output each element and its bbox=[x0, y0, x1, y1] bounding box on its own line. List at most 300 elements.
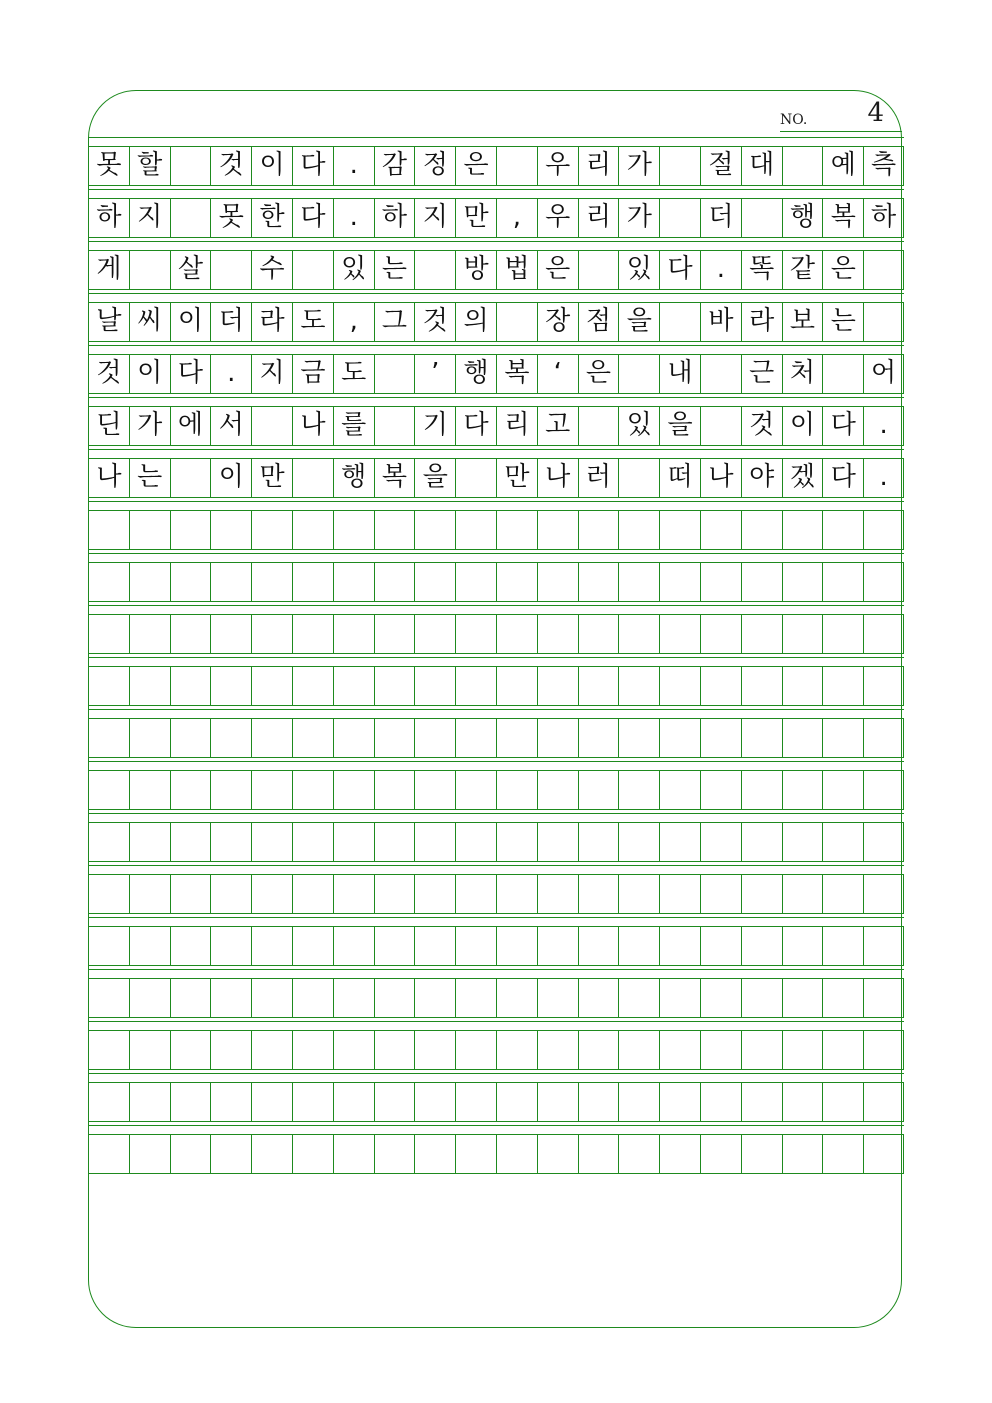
manuscript-cell bbox=[659, 510, 700, 549]
grid-line bbox=[88, 865, 904, 866]
manuscript-cell bbox=[210, 770, 251, 809]
manuscript-cell bbox=[251, 926, 292, 965]
manuscript-cell: 이 bbox=[129, 354, 170, 393]
manuscript-cell bbox=[129, 822, 170, 861]
manuscript-cell: 은 bbox=[537, 250, 578, 289]
manuscript-cell bbox=[129, 926, 170, 965]
manuscript-row bbox=[88, 241, 904, 293]
manuscript-cell bbox=[210, 510, 251, 549]
manuscript-cell: 는 bbox=[374, 250, 415, 289]
manuscript-cell bbox=[782, 1134, 823, 1173]
manuscript-cell bbox=[700, 1082, 741, 1121]
manuscript-row bbox=[88, 709, 904, 761]
manuscript-cell bbox=[170, 926, 211, 965]
manuscript-cell bbox=[782, 926, 823, 965]
manuscript-cell bbox=[170, 874, 211, 913]
manuscript-cell bbox=[822, 770, 863, 809]
manuscript-cell: 행 bbox=[333, 458, 374, 497]
manuscript-cell: 하 bbox=[863, 198, 904, 237]
manuscript-cell: 예 bbox=[822, 146, 863, 185]
manuscript-cell: 우 bbox=[537, 198, 578, 237]
manuscript-cell bbox=[251, 822, 292, 861]
manuscript-cell bbox=[292, 770, 333, 809]
manuscript-cell bbox=[618, 666, 659, 705]
manuscript-cell bbox=[88, 770, 129, 809]
manuscript-cell bbox=[782, 822, 823, 861]
manuscript-row bbox=[88, 969, 904, 1021]
manuscript-cell bbox=[129, 666, 170, 705]
manuscript-cell bbox=[333, 978, 374, 1017]
manuscript-cell bbox=[618, 614, 659, 653]
manuscript-cell: 한 bbox=[251, 198, 292, 237]
manuscript-cell bbox=[537, 770, 578, 809]
grid-line bbox=[88, 605, 904, 606]
manuscript-cell: 나 bbox=[88, 458, 129, 497]
manuscript-cell bbox=[700, 874, 741, 913]
manuscript-cell bbox=[578, 250, 619, 289]
manuscript-cell: . bbox=[333, 146, 374, 185]
manuscript-cell bbox=[251, 510, 292, 549]
manuscript-cell bbox=[822, 354, 863, 393]
manuscript-cell: 복 bbox=[822, 198, 863, 237]
manuscript-cell: 을 bbox=[414, 458, 455, 497]
manuscript-cell: 다 bbox=[455, 406, 496, 445]
manuscript-cell bbox=[863, 1082, 904, 1121]
manuscript-cell bbox=[496, 926, 537, 965]
manuscript-cell bbox=[88, 718, 129, 757]
manuscript-row bbox=[88, 1021, 904, 1073]
grid-line bbox=[88, 501, 904, 502]
manuscript-cell bbox=[374, 1082, 415, 1121]
grid-line bbox=[88, 917, 904, 918]
manuscript-cell: ‘ bbox=[537, 354, 578, 393]
manuscript-cell bbox=[88, 874, 129, 913]
manuscript-cell bbox=[741, 978, 782, 1017]
manuscript-cell bbox=[863, 1134, 904, 1173]
manuscript-cell bbox=[455, 666, 496, 705]
manuscript-cell bbox=[251, 1030, 292, 1069]
manuscript-cell bbox=[455, 458, 496, 497]
manuscript-cell bbox=[618, 874, 659, 913]
manuscript-cell bbox=[333, 614, 374, 653]
manuscript-cell bbox=[88, 978, 129, 1017]
manuscript-cell bbox=[210, 718, 251, 757]
manuscript-cell: 더 bbox=[210, 302, 251, 341]
manuscript-cell bbox=[333, 822, 374, 861]
manuscript-cell bbox=[455, 614, 496, 653]
manuscript-cell bbox=[292, 978, 333, 1017]
manuscript-cell bbox=[537, 874, 578, 913]
manuscript-cell bbox=[496, 510, 537, 549]
manuscript-row bbox=[88, 657, 904, 709]
manuscript-cell bbox=[700, 978, 741, 1017]
manuscript-cell bbox=[782, 978, 823, 1017]
grid-line bbox=[88, 705, 904, 706]
manuscript-cell: 보 bbox=[782, 302, 823, 341]
manuscript-cell: 은 bbox=[578, 354, 619, 393]
grid-line bbox=[88, 549, 904, 550]
manuscript-cell bbox=[129, 874, 170, 913]
manuscript-cell bbox=[659, 1082, 700, 1121]
manuscript-cell: 그 bbox=[374, 302, 415, 341]
manuscript-cell: , bbox=[333, 302, 374, 341]
manuscript-cell: 나 bbox=[537, 458, 578, 497]
grid-line bbox=[88, 445, 904, 446]
manuscript-cell bbox=[292, 926, 333, 965]
manuscript-cell: 다 bbox=[822, 458, 863, 497]
manuscript-cell bbox=[822, 1134, 863, 1173]
manuscript-cell bbox=[782, 614, 823, 653]
manuscript-cell: 는 bbox=[129, 458, 170, 497]
manuscript-cell: 고 bbox=[537, 406, 578, 445]
manuscript-cell bbox=[822, 666, 863, 705]
manuscript-cell bbox=[170, 1082, 211, 1121]
manuscript-cell: 것 bbox=[210, 146, 251, 185]
manuscript-cell bbox=[292, 874, 333, 913]
manuscript-cell bbox=[292, 562, 333, 601]
manuscript-cell bbox=[333, 1082, 374, 1121]
manuscript-cell bbox=[374, 562, 415, 601]
manuscript-cell bbox=[251, 1134, 292, 1173]
manuscript-cell: 의 bbox=[455, 302, 496, 341]
manuscript-cell bbox=[578, 770, 619, 809]
grid-line bbox=[88, 137, 904, 138]
manuscript-cell: 러 bbox=[578, 458, 619, 497]
manuscript-cell bbox=[863, 874, 904, 913]
manuscript-cell: 복 bbox=[374, 458, 415, 497]
manuscript-cell bbox=[618, 458, 659, 497]
manuscript-cell bbox=[782, 874, 823, 913]
manuscript-cell bbox=[251, 406, 292, 445]
manuscript-cell: 행 bbox=[455, 354, 496, 393]
grid-line bbox=[88, 809, 904, 810]
manuscript-cell bbox=[210, 1082, 251, 1121]
manuscript-cell bbox=[210, 822, 251, 861]
manuscript-row bbox=[88, 397, 904, 449]
manuscript-cell bbox=[578, 510, 619, 549]
manuscript-cell bbox=[822, 718, 863, 757]
manuscript-cell bbox=[88, 562, 129, 601]
manuscript-cell: 이 bbox=[210, 458, 251, 497]
manuscript-cell: 서 bbox=[210, 406, 251, 445]
manuscript-cell bbox=[455, 874, 496, 913]
manuscript-cell bbox=[333, 718, 374, 757]
manuscript-cell bbox=[414, 978, 455, 1017]
manuscript-cell bbox=[578, 874, 619, 913]
manuscript-row bbox=[88, 501, 904, 553]
manuscript-cell bbox=[700, 406, 741, 445]
manuscript-row bbox=[88, 449, 904, 501]
manuscript-cell bbox=[741, 614, 782, 653]
manuscript-cell bbox=[88, 510, 129, 549]
manuscript-row bbox=[88, 813, 904, 865]
manuscript-cell bbox=[700, 614, 741, 653]
manuscript-cell bbox=[333, 926, 374, 965]
manuscript-cell bbox=[659, 926, 700, 965]
manuscript-cell: 대 bbox=[741, 146, 782, 185]
manuscript-cell bbox=[700, 354, 741, 393]
manuscript-cell bbox=[618, 1082, 659, 1121]
manuscript-cell bbox=[292, 1030, 333, 1069]
manuscript-cell bbox=[741, 510, 782, 549]
manuscript-cell: 있 bbox=[333, 250, 374, 289]
manuscript-cell bbox=[659, 614, 700, 653]
manuscript-cell bbox=[822, 1030, 863, 1069]
manuscript-row bbox=[88, 1073, 904, 1125]
manuscript-cell bbox=[292, 1082, 333, 1121]
manuscript-cell bbox=[496, 1082, 537, 1121]
grid-line bbox=[88, 965, 904, 966]
grid-line bbox=[88, 1017, 904, 1018]
manuscript-cell bbox=[374, 354, 415, 393]
manuscript-cell: 날 bbox=[88, 302, 129, 341]
manuscript-cell: 기 bbox=[414, 406, 455, 445]
manuscript-cell bbox=[129, 770, 170, 809]
manuscript-cell bbox=[822, 614, 863, 653]
manuscript-cell bbox=[659, 198, 700, 237]
manuscript-row bbox=[88, 553, 904, 605]
manuscript-cell bbox=[414, 770, 455, 809]
manuscript-cell bbox=[251, 1082, 292, 1121]
manuscript-cell: . bbox=[863, 406, 904, 445]
page-number-label: NO. bbox=[780, 112, 808, 128]
manuscript-cell bbox=[822, 1082, 863, 1121]
manuscript-cell bbox=[88, 1082, 129, 1121]
grid-line bbox=[88, 237, 904, 238]
manuscript-cell bbox=[374, 510, 415, 549]
manuscript-cell bbox=[537, 1134, 578, 1173]
manuscript-cell: 딘 bbox=[88, 406, 129, 445]
manuscript-cell bbox=[292, 458, 333, 497]
manuscript-cell: 겠 bbox=[782, 458, 823, 497]
manuscript-cell bbox=[741, 822, 782, 861]
manuscript-row bbox=[88, 189, 904, 241]
manuscript-cell bbox=[414, 1082, 455, 1121]
manuscript-row bbox=[88, 345, 904, 397]
manuscript-cell bbox=[496, 1030, 537, 1069]
manuscript-cell bbox=[537, 822, 578, 861]
manuscript-cell bbox=[414, 822, 455, 861]
manuscript-cell: 다 bbox=[170, 354, 211, 393]
grid-line bbox=[88, 1069, 904, 1070]
manuscript-cell: 절 bbox=[700, 146, 741, 185]
manuscript-cell: . bbox=[210, 354, 251, 393]
manuscript-cell: 내 bbox=[659, 354, 700, 393]
manuscript-cell bbox=[170, 198, 211, 237]
manuscript-cell: 다 bbox=[292, 198, 333, 237]
manuscript-cell bbox=[374, 978, 415, 1017]
manuscript-cell: 만 bbox=[455, 198, 496, 237]
manuscript-cell bbox=[578, 822, 619, 861]
manuscript-cell bbox=[537, 926, 578, 965]
manuscript-cell bbox=[170, 1030, 211, 1069]
manuscript-cell bbox=[863, 562, 904, 601]
manuscript-cell bbox=[618, 1134, 659, 1173]
manuscript-cell: 게 bbox=[88, 250, 129, 289]
manuscript-cell bbox=[251, 770, 292, 809]
manuscript-cell bbox=[782, 562, 823, 601]
manuscript-cell: 하 bbox=[374, 198, 415, 237]
manuscript-cell bbox=[170, 770, 211, 809]
manuscript-cell: 감 bbox=[374, 146, 415, 185]
manuscript-cell bbox=[292, 718, 333, 757]
manuscript-cell bbox=[782, 1082, 823, 1121]
manuscript-cell: 만 bbox=[251, 458, 292, 497]
manuscript-cell bbox=[129, 1030, 170, 1069]
manuscript-cell: 수 bbox=[251, 250, 292, 289]
manuscript-cell: 가 bbox=[129, 406, 170, 445]
manuscript-cell bbox=[170, 718, 211, 757]
page-number-value: 4 bbox=[867, 98, 884, 128]
manuscript-cell: 떠 bbox=[659, 458, 700, 497]
manuscript-cell bbox=[251, 562, 292, 601]
manuscript-cell: 가 bbox=[618, 198, 659, 237]
manuscript-cell bbox=[700, 562, 741, 601]
manuscript-cell: 도 bbox=[333, 354, 374, 393]
manuscript-cell bbox=[496, 718, 537, 757]
manuscript-cell: 이 bbox=[782, 406, 823, 445]
manuscript-cell: 리 bbox=[496, 406, 537, 445]
manuscript-cell: 리 bbox=[578, 146, 619, 185]
manuscript-cell: 지 bbox=[251, 354, 292, 393]
manuscript-cell bbox=[292, 510, 333, 549]
manuscript-cell bbox=[659, 666, 700, 705]
manuscript-cell: 측 bbox=[863, 146, 904, 185]
manuscript-cell bbox=[659, 302, 700, 341]
manuscript-cell bbox=[251, 874, 292, 913]
manuscript-cell bbox=[292, 250, 333, 289]
manuscript-cell: 라 bbox=[741, 302, 782, 341]
grid-line bbox=[88, 449, 904, 450]
manuscript-cell bbox=[863, 822, 904, 861]
manuscript-cell bbox=[659, 978, 700, 1017]
manuscript-cell bbox=[618, 770, 659, 809]
grid-line bbox=[88, 657, 904, 658]
manuscript-cell bbox=[374, 822, 415, 861]
manuscript-cell bbox=[170, 822, 211, 861]
manuscript-cell bbox=[863, 302, 904, 341]
manuscript-row bbox=[88, 865, 904, 917]
manuscript-cell bbox=[659, 874, 700, 913]
manuscript-cell: 나 bbox=[292, 406, 333, 445]
manuscript-cell bbox=[822, 822, 863, 861]
manuscript-cell bbox=[863, 926, 904, 965]
manuscript-cell: 은 bbox=[822, 250, 863, 289]
manuscript-cell bbox=[537, 1082, 578, 1121]
manuscript-cell bbox=[455, 978, 496, 1017]
manuscript-cell: 금 bbox=[292, 354, 333, 393]
manuscript-cell bbox=[863, 770, 904, 809]
manuscript-cell: 을 bbox=[659, 406, 700, 445]
manuscript-cell: 똑 bbox=[741, 250, 782, 289]
manuscript-cell: 방 bbox=[455, 250, 496, 289]
manuscript-cell bbox=[374, 770, 415, 809]
manuscript-cell bbox=[414, 666, 455, 705]
manuscript-cell bbox=[414, 1134, 455, 1173]
manuscript-cell: 어 bbox=[863, 354, 904, 393]
manuscript-cell: 못 bbox=[210, 198, 251, 237]
manuscript-cell bbox=[578, 406, 619, 445]
manuscript-cell bbox=[496, 302, 537, 341]
manuscript-cell bbox=[374, 1030, 415, 1069]
manuscript-cell bbox=[496, 1134, 537, 1173]
manuscript-cell: 하 bbox=[88, 198, 129, 237]
manuscript-cell bbox=[782, 666, 823, 705]
grid-line bbox=[88, 393, 904, 394]
manuscript-cell bbox=[414, 718, 455, 757]
manuscript-cell: 가 bbox=[618, 146, 659, 185]
manuscript-cell bbox=[496, 770, 537, 809]
grid-line bbox=[88, 497, 904, 498]
manuscript-cell bbox=[700, 718, 741, 757]
grid-line bbox=[88, 813, 904, 814]
manuscript-cell bbox=[618, 1030, 659, 1069]
grid-line bbox=[88, 653, 904, 654]
manuscript-cell bbox=[537, 718, 578, 757]
manuscript-cell bbox=[129, 510, 170, 549]
manuscript-cell bbox=[659, 718, 700, 757]
manuscript-cell: 다 bbox=[659, 250, 700, 289]
manuscript-cell: 것 bbox=[741, 406, 782, 445]
manuscript-cell bbox=[170, 562, 211, 601]
manuscript-cell: 를 bbox=[333, 406, 374, 445]
manuscript-cell bbox=[496, 146, 537, 185]
manuscript-cell bbox=[578, 1082, 619, 1121]
grid-line bbox=[88, 345, 904, 346]
manuscript-cell bbox=[537, 666, 578, 705]
manuscript-cell bbox=[578, 614, 619, 653]
grid-line bbox=[88, 1073, 904, 1074]
manuscript-cell: 을 bbox=[618, 302, 659, 341]
grid-line bbox=[88, 553, 904, 554]
manuscript-cell bbox=[700, 926, 741, 965]
manuscript-cell: 장 bbox=[537, 302, 578, 341]
manuscript-cell bbox=[700, 1134, 741, 1173]
manuscript-cell bbox=[210, 562, 251, 601]
manuscript-cell bbox=[578, 718, 619, 757]
manuscript-cell: 은 bbox=[455, 146, 496, 185]
manuscript-cell bbox=[251, 666, 292, 705]
manuscript-cell: ’ bbox=[414, 354, 455, 393]
manuscript-cell bbox=[618, 562, 659, 601]
grid-line bbox=[88, 1173, 904, 1174]
manuscript-cell bbox=[822, 978, 863, 1017]
grid-line bbox=[88, 1021, 904, 1022]
manuscript-cell bbox=[129, 1082, 170, 1121]
manuscript-cell bbox=[170, 510, 211, 549]
manuscript-cell: 처 bbox=[782, 354, 823, 393]
manuscript-cell bbox=[455, 510, 496, 549]
manuscript-cell bbox=[129, 978, 170, 1017]
manuscript-cell bbox=[822, 926, 863, 965]
manuscript-cell bbox=[251, 614, 292, 653]
grid-line bbox=[88, 601, 904, 602]
manuscript-cell bbox=[455, 770, 496, 809]
manuscript-cell: 는 bbox=[822, 302, 863, 341]
manuscript-cell bbox=[578, 1030, 619, 1069]
manuscript-cell bbox=[618, 510, 659, 549]
grid-line bbox=[88, 969, 904, 970]
manuscript-cell bbox=[537, 510, 578, 549]
manuscript-cell bbox=[374, 874, 415, 913]
manuscript-cell bbox=[863, 978, 904, 1017]
manuscript-cell bbox=[170, 146, 211, 185]
manuscript-cell bbox=[414, 614, 455, 653]
manuscript-cell bbox=[129, 1134, 170, 1173]
manuscript-row bbox=[88, 605, 904, 657]
manuscript-cell: 지 bbox=[129, 198, 170, 237]
manuscript-cell bbox=[292, 822, 333, 861]
